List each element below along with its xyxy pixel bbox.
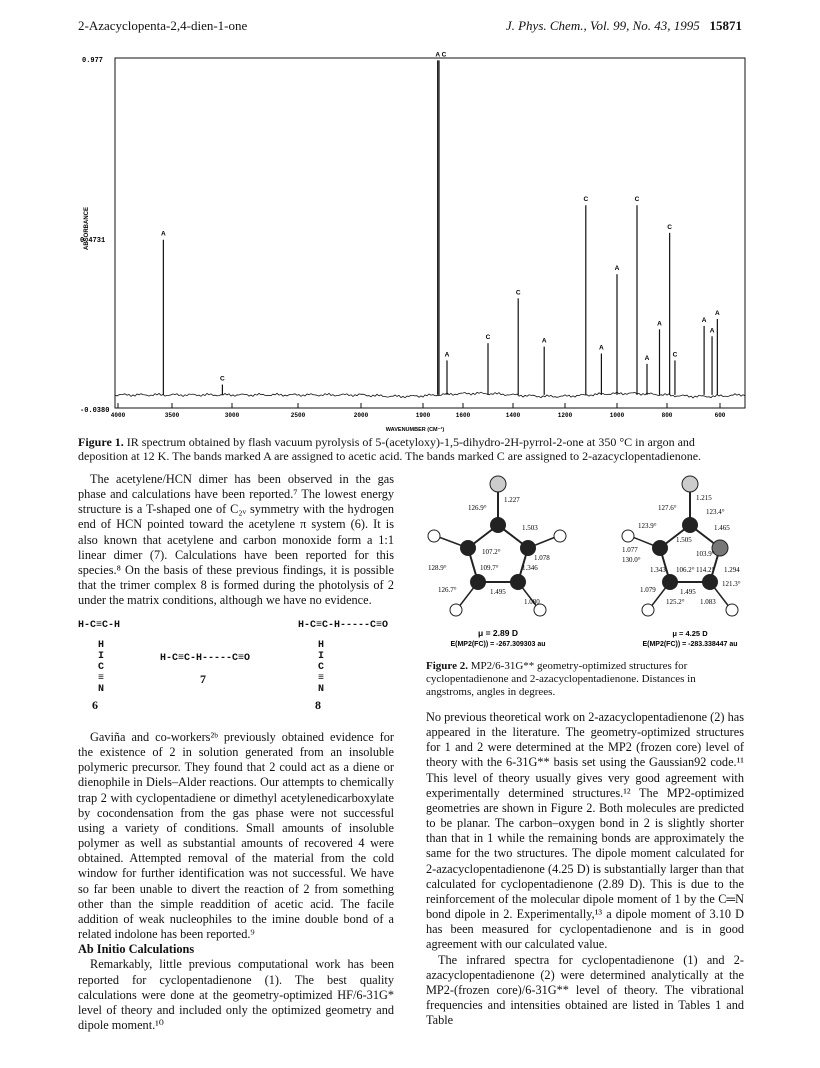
s8-c: C: [318, 662, 325, 673]
hydrogen-atom: [554, 530, 566, 542]
figure1-caption: [78, 435, 746, 463]
x-tick-label: 2500: [290, 412, 306, 419]
s6-c: C: [98, 662, 105, 673]
x-tick-label: 3500: [164, 412, 180, 419]
carbon-atom: [460, 540, 476, 556]
peak-mark-C: C: [441, 51, 447, 59]
carbon-atom: [470, 574, 486, 590]
peak-mark-A: A: [614, 265, 620, 273]
angle-label: 106.2°: [676, 566, 695, 574]
molecule-cyclopentadienone: [428, 476, 566, 648]
s6-triple: ≡: [98, 673, 105, 684]
paragraph-remarkably: Remarkably, little previous computational work has been reported for cyclopentadienone (1). The best quality calculations were done at the geometry-optimized HF/6-31G* level of theory and included only the optimized geometry and dipole moment.¹⁰: [78, 957, 394, 1032]
bond-label: 1.503: [522, 524, 538, 532]
paragraph-no-previous: No previous theoretical work on 2-azacyclopentadienone (2) has appeared in the literature. The geometry-optimized structures for 1 and 2 were determined at the MP2 (frozen core) level of theory with the 6-31G** basis set using the Gaussian92 code.¹¹ This level of theory usually gives very good agreement with experimentally determined structures.¹² The MP2-optimized geometries are shown in Figure 2. Both molecules are predicted to be planar. The carbon–oxygen bond in 2 is slightly shorter than that in 1 while the remaining bonds are approximately the same for the two structures. The dipole moment calculated for 2-azacyclopentadienone (4.25 D) is substantially larger than that calculated for cyclopentadienone (2.89 D). This is due to the reinforcement of the molecular dipole moment of 1 by the C═N bond dipole in 2. Experimentally,¹³ a dipole moment of 3.10 D has been measured for cyclopentadienone and is in good agreement with our calculated value.: [426, 710, 744, 952]
plot-frame: [115, 58, 745, 408]
s8-triple: ≡: [318, 673, 325, 684]
structure-6-vertical: [98, 640, 104, 695]
s8-n: N: [318, 684, 325, 695]
s6-h: H: [98, 640, 105, 651]
peak-mark-C: C: [220, 375, 225, 383]
peak-mark-A: A: [435, 51, 441, 59]
peak-mark-C: C: [634, 196, 640, 204]
bond-label: 1.495: [490, 588, 506, 596]
peak-mark-C: C: [583, 196, 589, 204]
x-tick-label: 1400: [505, 412, 521, 419]
angle-label: 125.2°: [666, 598, 685, 606]
angle-label: 127.6°: [658, 504, 677, 512]
hydrogen-atom: [450, 604, 462, 616]
bond-label: 1.227: [504, 496, 520, 504]
s6-bond: I: [98, 651, 105, 662]
carbon-atom: [510, 574, 526, 590]
peak-mark-A: A: [701, 316, 707, 324]
x-tick-label: 1200: [557, 412, 573, 419]
carbon-atom: [490, 517, 506, 533]
angle-label: 121.3°: [722, 580, 741, 588]
left-column-lower: [78, 730, 394, 1033]
bond-label: 1.078: [534, 554, 550, 562]
bond-label: 1.083: [700, 598, 716, 606]
right-column: [426, 710, 744, 1028]
spectrum-trace: [115, 51, 745, 397]
structure-7-number: 7: [200, 672, 206, 686]
peak-mark-A: A: [644, 354, 650, 362]
y-bottom-tick-label: -0.0380: [80, 407, 110, 415]
chem-structures: [78, 620, 398, 720]
oxygen-atom: [490, 476, 506, 492]
peak-mark-C: C: [515, 289, 521, 297]
y-axis-label: ABSORBANCE: [84, 206, 90, 250]
x-axis-label: WAVENUMBER (CM⁻¹): [385, 427, 445, 433]
figure1-caption-text: IR spectrum obtained by flash vacuum pyrolysis of 5-(acetyloxy)-1,5-dihydro-2H-pyrrol-2-one at 350 °C in argon and deposition at 12 K. The bands marked A are assigned to acetic acid. The bands marked C are assigned to 2-azacyclopentadienone.: [78, 435, 702, 463]
x-tick-label: 800: [661, 412, 673, 419]
structure-6-number: 6: [92, 698, 98, 712]
molecule-azacyclopentadienone: [622, 476, 741, 648]
hydrogen-atom: [726, 604, 738, 616]
left-column: [78, 472, 394, 608]
x-tick-label: 600: [714, 412, 726, 419]
figure2-molecules: [418, 470, 748, 650]
s6-n: N: [98, 684, 105, 695]
x-tick-label: 2000: [353, 412, 369, 419]
structure-6-top: H-C≡C-H: [78, 620, 121, 631]
structure-8-vertical: [318, 640, 324, 695]
peak-mark-A: A: [599, 344, 604, 352]
figure2-label: Figure 2.: [426, 660, 468, 672]
bond-label: 1.343: [650, 566, 666, 574]
y-mid-tick-label: 0.4731: [80, 237, 106, 245]
hydrogen-atom: [622, 530, 634, 542]
energy-2: E(MP2(FC)) = -283.338447 au: [642, 641, 738, 648]
dipole-moment-1: μ = 2.89 D: [478, 628, 518, 638]
carbon-atom: [682, 517, 698, 533]
bond-label: 1.495: [680, 588, 696, 596]
paragraph-gavina: Gaviña and co-workers²ᵇ previously obtained evidence for the existence of 2 in solution generated from an insoluble polymeric precursor. They found that 2 could act as a diene or dienophile in Diels–Alder reactions. Our attempts to chemically trap 2 with cyclopentadiene or dimethyl acetylenedicarboxylate by cocondensation from the gas phase were not successful using a variety of conditions. Small amounts of insoluble polymer as well as substantial amounts of recovered 4 were obtained. Attempted removal of the material from the cold window for further identification was not successful. We have so far been unable to divert the reaction of 2 from something other than the simple readdition of acetic acid. The facile addition of weak nucleophiles to the imine double bond of a related indolone has been reported.⁹: [78, 730, 394, 942]
hydrogen-atom: [642, 604, 654, 616]
x-tick-label: 4000: [110, 412, 126, 419]
journal-citation: J. Phys. Chem., Vol. 99, No. 43, 1995: [505, 18, 700, 33]
angle-label: 123.4°: [706, 508, 725, 516]
peak-mark-A: A: [714, 310, 720, 318]
s8-bond: I: [318, 651, 325, 662]
bond-label: 1.346: [522, 564, 538, 572]
peak-mark-C: C: [667, 223, 673, 231]
x-tick-label: 1600: [455, 412, 471, 419]
dipole-moment-2: μ = 4.25 D: [672, 629, 708, 638]
angle-label: 130.0°: [622, 556, 641, 564]
running-head-title: 2-Azacyclopenta-2,4-dien-1-one: [78, 18, 248, 33]
bond-label: 1.215: [696, 494, 712, 502]
angle-label: 103.9°: [696, 550, 715, 558]
angle-label: 128.9°: [428, 564, 447, 572]
peak-mark-A: A: [161, 230, 166, 238]
angle-label: 114.2°: [696, 566, 715, 574]
peak-mark-A: A: [709, 327, 715, 335]
x-tick-label: 3000: [224, 412, 240, 419]
ir-spectrum-chart: [60, 50, 760, 435]
structure-7: H-C≡C-H-----C≡O: [160, 653, 251, 664]
carbon-atom: [662, 574, 678, 590]
running-head-journal: [470, 18, 742, 34]
bond-label: 1.077: [622, 546, 638, 554]
bond-label: 1.505: [676, 536, 692, 544]
section-heading-ab-initio: Ab Initio Calculations: [78, 942, 195, 957]
bond-label: 1.079: [640, 586, 656, 594]
angle-label: 109.7°: [480, 564, 499, 572]
y-top-tick-label: 0.977: [82, 57, 104, 65]
peak-mark-C: C: [485, 334, 491, 342]
angle-label: 126.7°: [438, 586, 457, 594]
figure2-caption-text: MP2/6-31G** geometry-optimized structures for cyclopentadienone and 2-azacyclopentadienone. Distances in angstroms, angles in degrees.: [426, 660, 696, 698]
bond-label: 1.294: [724, 566, 740, 574]
oxygen-atom: [682, 476, 698, 492]
bond-label: 1.465: [714, 524, 730, 532]
figure1-label: Figure 1.: [78, 435, 124, 449]
x-tick-label: 1900: [415, 412, 431, 419]
energy-1: E(MP2(FC)) = -267.309303 au: [450, 641, 546, 648]
figure2-caption: [426, 660, 746, 699]
paragraph-infrared: The infrared spectra for cyclopentadienone (1) and 2-azacyclopentadienone (2) were determined analytically at the MP2-(frozen core)/6-31G** level of theory. The vibrational frequencies and intensities obtained are listed in Tables 1 and Table: [426, 952, 744, 1028]
carbon-atom: [652, 540, 668, 556]
spectrum-baseline: [115, 392, 745, 398]
hydrogen-atom: [428, 530, 440, 542]
peak-mark-A: A: [657, 320, 662, 328]
structure-8-number: 8: [315, 698, 321, 712]
angle-label: 123.9°: [638, 522, 657, 530]
x-axis-ticks: [111, 403, 726, 419]
angle-label: 107.2°: [482, 548, 501, 556]
structure-8-top: H-C≡C-H-----C≡O: [298, 620, 389, 631]
paragraph-dimer: The acetylene/HCN dimer has been observed in the gas phase and calculations have been reported.⁷ The lowest energy structure is a T-shaped one of C₂ᵥ symmetry with the hydrogen end of HCN pointed toward the acetylene π system (6). It is also known that acetylene and carbon monoxide form a 1:1 linear dimer (7). Calculations have been reported for this species.⁸ On the basis of these previous findings, it is possible that the trimer complex 8 is formed during the photolysis of 2 under the matrix conditions, although we have no evidence.: [78, 472, 394, 608]
bond-label: 1.080: [524, 598, 540, 606]
angle-label: 126.9°: [468, 504, 487, 512]
peak-mark-A: A: [541, 337, 547, 345]
peak-mark-A: A: [444, 351, 450, 359]
peak-mark-C: C: [672, 351, 678, 359]
s8-h: H: [318, 640, 325, 651]
x-tick-label: 1000: [609, 412, 625, 419]
carbon-atom: [702, 574, 718, 590]
page-number: 15871: [709, 18, 742, 33]
